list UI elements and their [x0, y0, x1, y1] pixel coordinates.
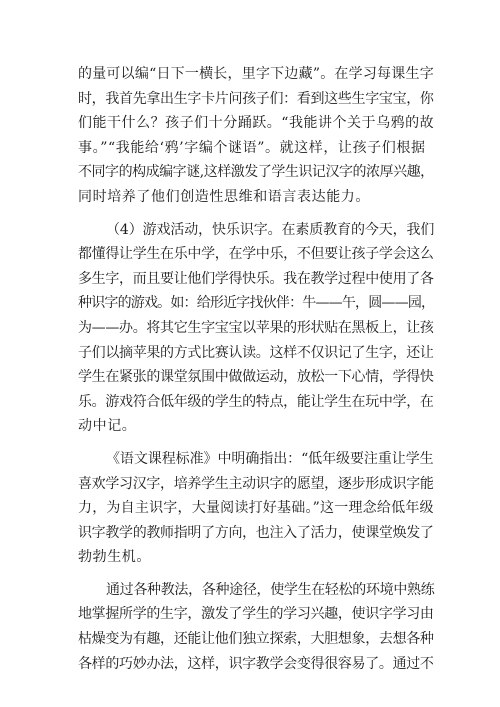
text-line: 种识字的游戏。如：给形近字找伙伴：牛——午，圆——园，: [78, 295, 435, 312]
paragraph-1: [78, 62, 434, 210]
text-line: 喜欢学习汉字，培养学生主动识字的愿望，逐步形成识字能: [78, 475, 434, 492]
text-line: 枯燥变为有趣，还能让他们独立探索，大胆想象，去想各种: [78, 631, 434, 648]
text-line: 识字教学的教师指明了方向，也注入了活力，使课堂焕发了: [78, 524, 434, 541]
paragraph-gap: [78, 439, 434, 447]
paragraph-gap: [78, 210, 434, 218]
text-line: 事。”“我能给‘鸦’字编个谜语”。就这样，让孩子们根据: [78, 139, 426, 156]
text-line: 通过各种教法，各种途径，使学生在轻松的环境中熟练: [106, 581, 435, 598]
document-body: [78, 62, 434, 676]
text-line: 乐。游戏符合低年级的学生的特点，能让学生在玩中学，在: [78, 393, 434, 410]
text-line: 地掌握所学的生字，激发了学生的学习兴趣，使识字学习由: [78, 606, 434, 623]
text-line: 子们以摘苹果的方式比赛认读。这样不仅识记了生字，还让: [78, 344, 434, 361]
paragraph-4: [78, 578, 434, 676]
paragraph-gap: [78, 570, 434, 578]
paragraph-2: [78, 218, 434, 439]
text-line: 《语文课程标准》中明确指出：“低年级要注重让学生: [106, 450, 434, 467]
paragraph-3: [78, 447, 434, 570]
text-line: 学生在紧张的课堂氛围中做做运动，放松一下心情，学得快: [78, 369, 434, 386]
text-line: 的量可以编“日下一横长，里字下边藏”。在学习每课生字: [78, 66, 434, 82]
text-line: 同时培养了他们创造性思维和语言表达能力。: [78, 188, 370, 205]
text-line: 不同字的构成编字谜,这样激发了学生识记汉字的浓厚兴趣，: [78, 164, 434, 181]
text-line: 多生字，而且要让他们学得快乐。我在教学过程中使用了各: [78, 270, 434, 287]
text-line: 勃勃生机。: [78, 549, 151, 566]
text-line: 时，我首先拿出生字卡片问孩子们：看到这些生字宝宝，你: [78, 90, 434, 107]
text-line: 动中记。: [78, 418, 137, 435]
text-line: （4）游戏活动，快乐识字。在素质教育的今天，我们: [106, 221, 435, 238]
text-line: 都懂得让学生在乐中学，在学中乐，不但要让孩子学会这么: [78, 246, 434, 263]
text-line: 力，为自主识字，大量阅读打好基础。”这一理念给低年级: [78, 500, 434, 517]
text-line: 为——办。将其它生字宝宝以苹果的形状贴在黑板上，让孩: [78, 319, 434, 336]
text-line: 各样的巧妙办法，这样，识字教学会变得很容易了。通过不: [78, 655, 434, 672]
text-line: 们能干什么？孩子们十分踊跃。“我能讲个关于乌鸦的故: [78, 115, 435, 132]
